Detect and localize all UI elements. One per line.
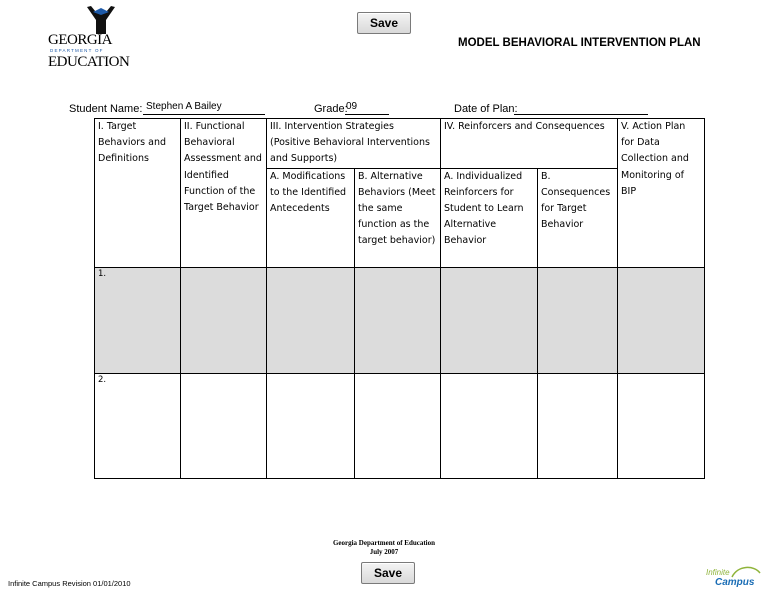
row-2-modifications[interactable] <box>267 373 355 478</box>
table-row <box>95 267 705 373</box>
row-1-action-plan[interactable] <box>618 267 705 373</box>
logo-line2: DEPARTMENT OF <box>50 48 104 53</box>
ic-logo-line2: Campus <box>715 577 755 588</box>
header-modifications: A. Modifications to the Identified Antecedents <box>267 168 355 267</box>
header-intervention-strategies: III. Intervention Strategies (Positive Behavioral Interventions and Supports) <box>267 119 441 169</box>
save-button-bottom[interactable]: Save <box>361 562 415 584</box>
infinite-campus-logo <box>704 565 764 589</box>
footer-line2: July 2007 <box>369 548 399 556</box>
logo-line3: EDUCATION <box>48 54 130 70</box>
header-consequences: B. Consequences for Target Behavior <box>538 168 618 267</box>
grade-value: 09 <box>346 101 358 112</box>
row-1-modifications[interactable] <box>267 267 355 373</box>
row-2-alternative[interactable] <box>355 373 441 478</box>
grade-label: Grade: <box>314 103 348 115</box>
row-2-consequences[interactable] <box>538 373 618 478</box>
logo-line1: GEORGIA <box>48 32 112 48</box>
row-1-reinforcers[interactable] <box>441 267 538 373</box>
row-1-function[interactable] <box>181 267 267 373</box>
grade-underline <box>345 114 389 115</box>
date-underline <box>514 114 648 115</box>
footer-credit <box>0 539 768 557</box>
student-name-value: Stephen A Bailey <box>146 101 222 112</box>
date-label: Date of Plan: <box>454 103 518 115</box>
row-1-target[interactable]: 1. <box>95 267 181 373</box>
header-action-plan: V. Action Plan for Data Collection and Monitoring of BIP <box>618 119 705 268</box>
header-reinforcers-consequences: IV. Reinforcers and Consequences <box>441 119 618 169</box>
header-functional-assessment: II. Functional Behavioral Assessment and Identified Function of the Target Behavior <box>181 119 267 268</box>
row-2-reinforcers[interactable] <box>441 373 538 478</box>
save-button-top[interactable]: Save <box>357 12 411 34</box>
header-reinforcers: A. Individualized Reinforcers for Student to Learn Alternative Behavior <box>441 168 538 267</box>
revision-text: Infinite Campus Revision 01/01/2010 <box>8 579 131 588</box>
row-1-alternative[interactable] <box>355 267 441 373</box>
row-2-target[interactable]: 2. <box>95 373 181 478</box>
bip-table <box>94 118 705 479</box>
header-alternative-behaviors: B. Alternative Behaviors (Meet the same function as the target behavior) <box>355 168 441 267</box>
row-1-consequences[interactable] <box>538 267 618 373</box>
page-title: MODEL BEHAVIORAL INTERVENTION PLAN <box>458 37 701 49</box>
student-name-underline <box>143 114 265 115</box>
georgia-doe-logo <box>48 6 138 70</box>
footer-line1: Georgia Department of Education <box>332 539 436 547</box>
table-row <box>95 373 705 478</box>
row-2-action-plan[interactable] <box>618 373 705 478</box>
student-name-label: Student Name: <box>69 103 143 115</box>
ic-logo-line1: Infinite <box>706 568 730 577</box>
row-2-function[interactable] <box>181 373 267 478</box>
header-target-behaviors: I. Target Behaviors and Definitions <box>95 119 181 268</box>
